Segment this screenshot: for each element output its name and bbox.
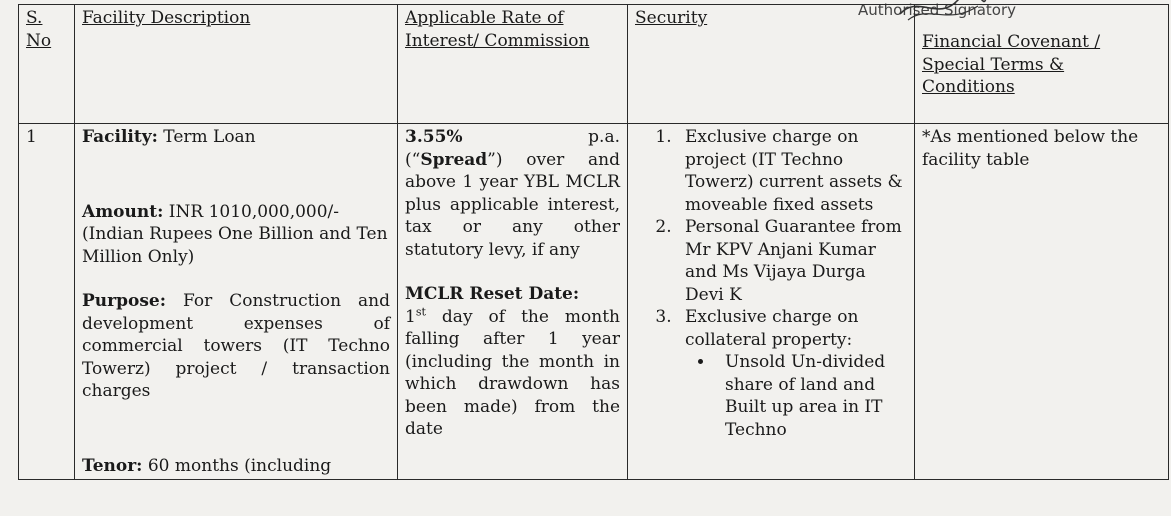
cell-sno: 1 [19,124,75,480]
reset-num: 1 [405,306,416,327]
rate-unit: p.a. [588,127,620,147]
spread-open-quote: (“ [405,149,421,170]
header-covenant: Financial Covenant / Special Terms & Conditions [915,5,1169,124]
facility-line [82,126,390,149]
amount-value: INR 1010,000,000/- (Indian Rupees One Billion and Ten Million Only) [82,201,388,267]
stamp-text: Authorised Signatory [858,1,1017,19]
security-item-1: 1. Exclusive charge on project (IT Techno Towerz) current assets & moveable fixed assets [677,126,907,216]
facility-label: Facility: [82,127,158,147]
spread-text [405,149,620,262]
facility-table [18,4,1169,480]
tenor-line [82,455,390,478]
tenor-value: 60 months (including [147,455,332,476]
table-row [19,124,1169,480]
table-header-row [19,5,1169,124]
amount-label: Amount: [82,201,164,222]
collateral-bullets [685,351,907,441]
mclr-reset-label: MCLR Reset Date: [405,284,580,304]
amount-line [82,201,390,269]
spread-word: Spread [420,149,488,170]
security-item-3 [677,306,907,441]
facility-value: Term Loan [163,127,256,147]
spread-rest: ”) over and above 1 year YBL MCLR plus applicable interest, tax or any other statutory levy, if any [405,149,620,260]
purpose-value: For Construction and development expenses of commercial towers (IT Techno Towerz) project / transaction charges [82,291,391,401]
mclr-reset-text [405,306,620,441]
rate-value: 3.55% [405,127,463,147]
security-list [635,126,907,441]
header-facility: Facility Description [75,5,398,124]
cell-facility [75,124,398,480]
rate-line [405,126,620,149]
security-item-3-text: Exclusive charge on collateral property: [685,307,859,350]
cell-covenant: *As mentioned below the facility table [915,124,1169,480]
collateral-bullet-1: • Unsold Un-divided share of land and Built up area in IT Techno [715,351,907,441]
header-rate: Applicable Rate of Interest/ Commission [398,5,628,124]
cell-security [628,124,915,480]
header-sno: S. No [19,5,75,124]
cell-rate [398,124,628,480]
tenor-label: Tenor: [82,455,143,476]
header-security: Security [628,5,915,124]
reset-rest: day of the month falling after 1 year (including the month in which drawdown has been made) from the date [405,306,620,439]
reset-sup: st [415,304,426,318]
purpose-label: Purpose: [82,291,166,311]
purpose-line [82,290,390,403]
security-item-2: 2. Personal Guarantee from Mr KPV Anjani Kumar and Ms Vijaya Durga Devi K [677,216,907,306]
